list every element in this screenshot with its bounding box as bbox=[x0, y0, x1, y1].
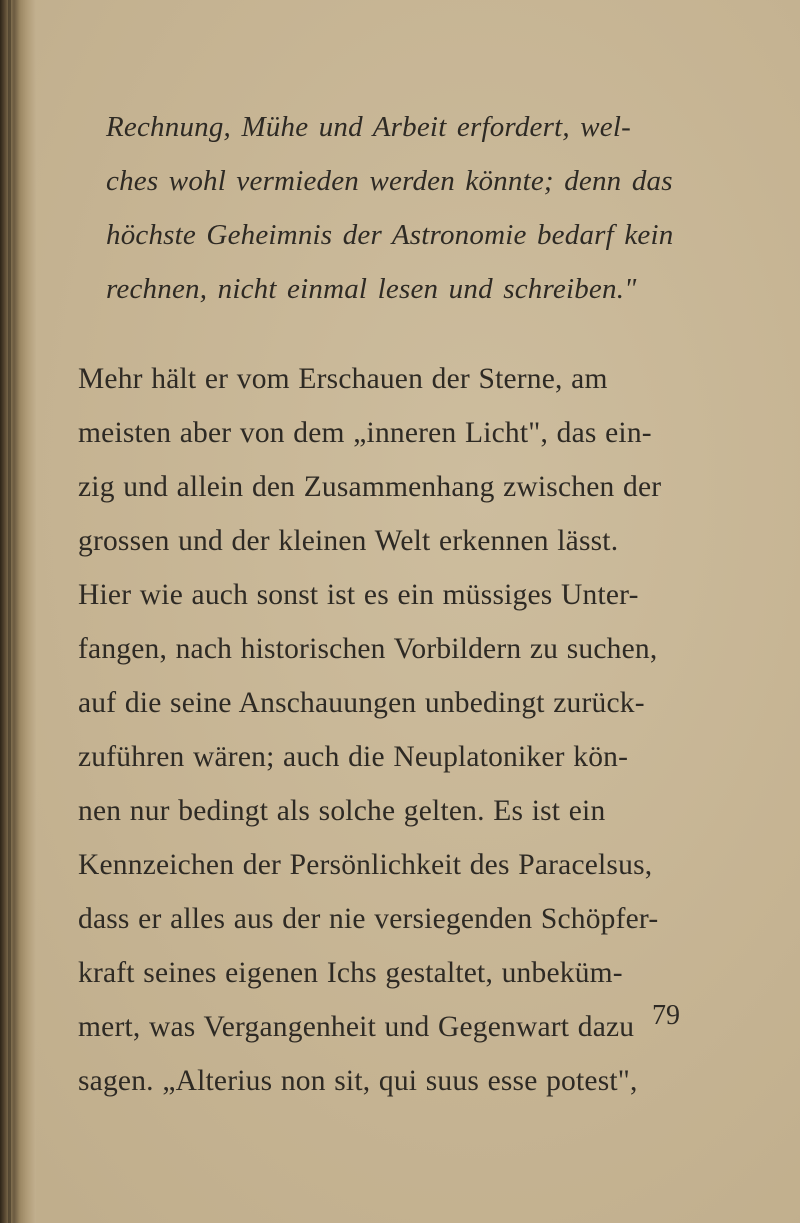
body-line: auf die seine Anschauungen unbedingt zurück- bbox=[78, 687, 645, 719]
body-line: Hier wie auch sonst ist es ein müssiges Unter- bbox=[78, 579, 639, 611]
body-line: grossen und der kleinen Welt erkennen lässt. bbox=[78, 525, 619, 557]
book-binding-edge bbox=[0, 0, 36, 1223]
body-line: zuführen wären; auch die Neuplatoniker kön- bbox=[78, 741, 629, 773]
body-line: fangen, nach historischen Vorbildern zu suchen, bbox=[78, 633, 658, 665]
body-line: nen nur bedingt als solche gelten. Es ist ein bbox=[78, 795, 606, 827]
body-line: mert, was Vergangenheit und Gegenwart dazu bbox=[78, 1011, 635, 1043]
quote-line: rechnen, nicht einmal lesen und schreiben." bbox=[106, 273, 637, 305]
text-block bbox=[78, 100, 678, 1108]
body-line: dass er alles aus der nie versiegenden Schöpfer- bbox=[78, 903, 659, 935]
body-line: Mehr hält er vom Erschauen der Sterne, am bbox=[78, 363, 608, 395]
page-number: 79 bbox=[652, 1000, 680, 1031]
binding-shadow-line bbox=[8, 0, 11, 1223]
quote-line: ches wohl vermieden werden könnte; denn das bbox=[106, 165, 673, 197]
quote-line: höchste Geheimnis der Astronomie bedarf kein bbox=[106, 219, 674, 251]
body-line: meisten aber von dem „inneren Licht", das ein- bbox=[78, 417, 652, 449]
body-line: kraft seines eigenen Ichs gestaltet, unbeküm- bbox=[78, 957, 623, 989]
body-line: zig und allein den Zusammenhang zwischen der bbox=[78, 471, 662, 503]
quote-line: Rechnung, Mühe und Arbeit erfordert, wel- bbox=[106, 111, 631, 143]
body-line: Kennzeichen der Persönlichkeit des Paracelsus, bbox=[78, 849, 653, 881]
body-paragraph bbox=[78, 352, 678, 1108]
body-line: sagen. „Alterius non sit, qui suus esse potest", bbox=[78, 1065, 638, 1097]
quote-paragraph bbox=[78, 100, 678, 316]
